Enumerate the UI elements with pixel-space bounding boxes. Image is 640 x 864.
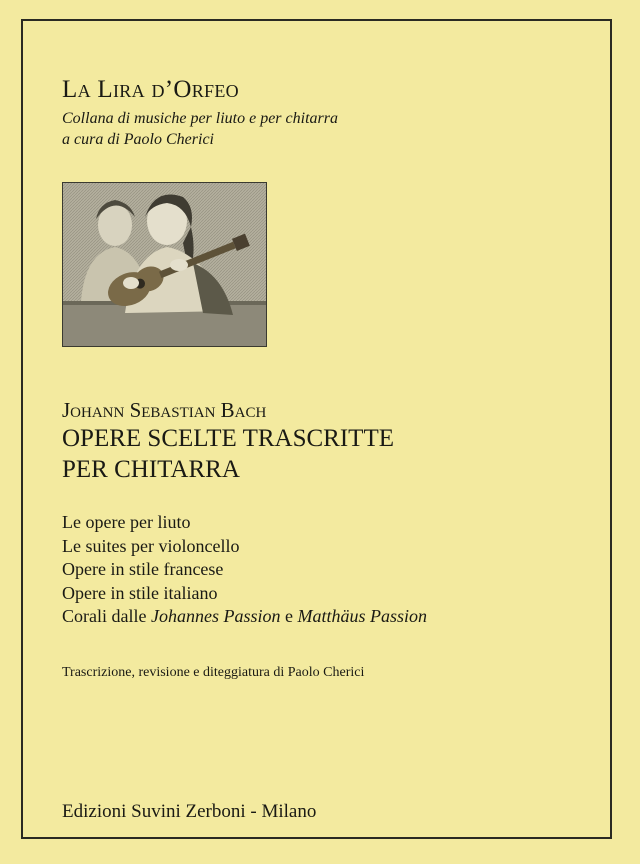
contents-item: Opere in stile francese [62,559,224,579]
series-subtitle-line1: Collana di musiche per liuto e per chitarra [62,110,338,127]
contents-item-chorales [62,605,427,629]
contents-item-join: e [280,606,298,626]
cover-illustration [62,182,267,347]
composer-name: Johann Sebastian Bach [62,398,267,422]
series-editor-line: a cura di Paolo Cherici [62,131,214,148]
contents-item-prefix: Corali dalle [62,606,151,626]
contents-item: Le opere per liuto [62,512,191,532]
work-johannes-passion: Johannes Passion [150,606,281,626]
publisher-name: Edizioni Suvini Zerboni - Milano [62,801,317,822]
work-matthaus-passion: Matthäus Passion [297,606,427,626]
series-title: La Lira d’Orfeo [62,76,239,103]
work-title-line2: PER CHITARRA [62,456,240,483]
work-title-line1: OPERE SCELTE TRASCRITTE [62,425,394,452]
contents-item: Opere in stile italiano [62,582,218,603]
two-figures-with-guitar-icon [63,183,267,347]
contents-item: Le suites per violoncello [62,535,240,556]
credits-line: Trascrizione, revisione e diteggiatura di Paolo Cherici [62,665,365,680]
contents-list [62,511,427,629]
